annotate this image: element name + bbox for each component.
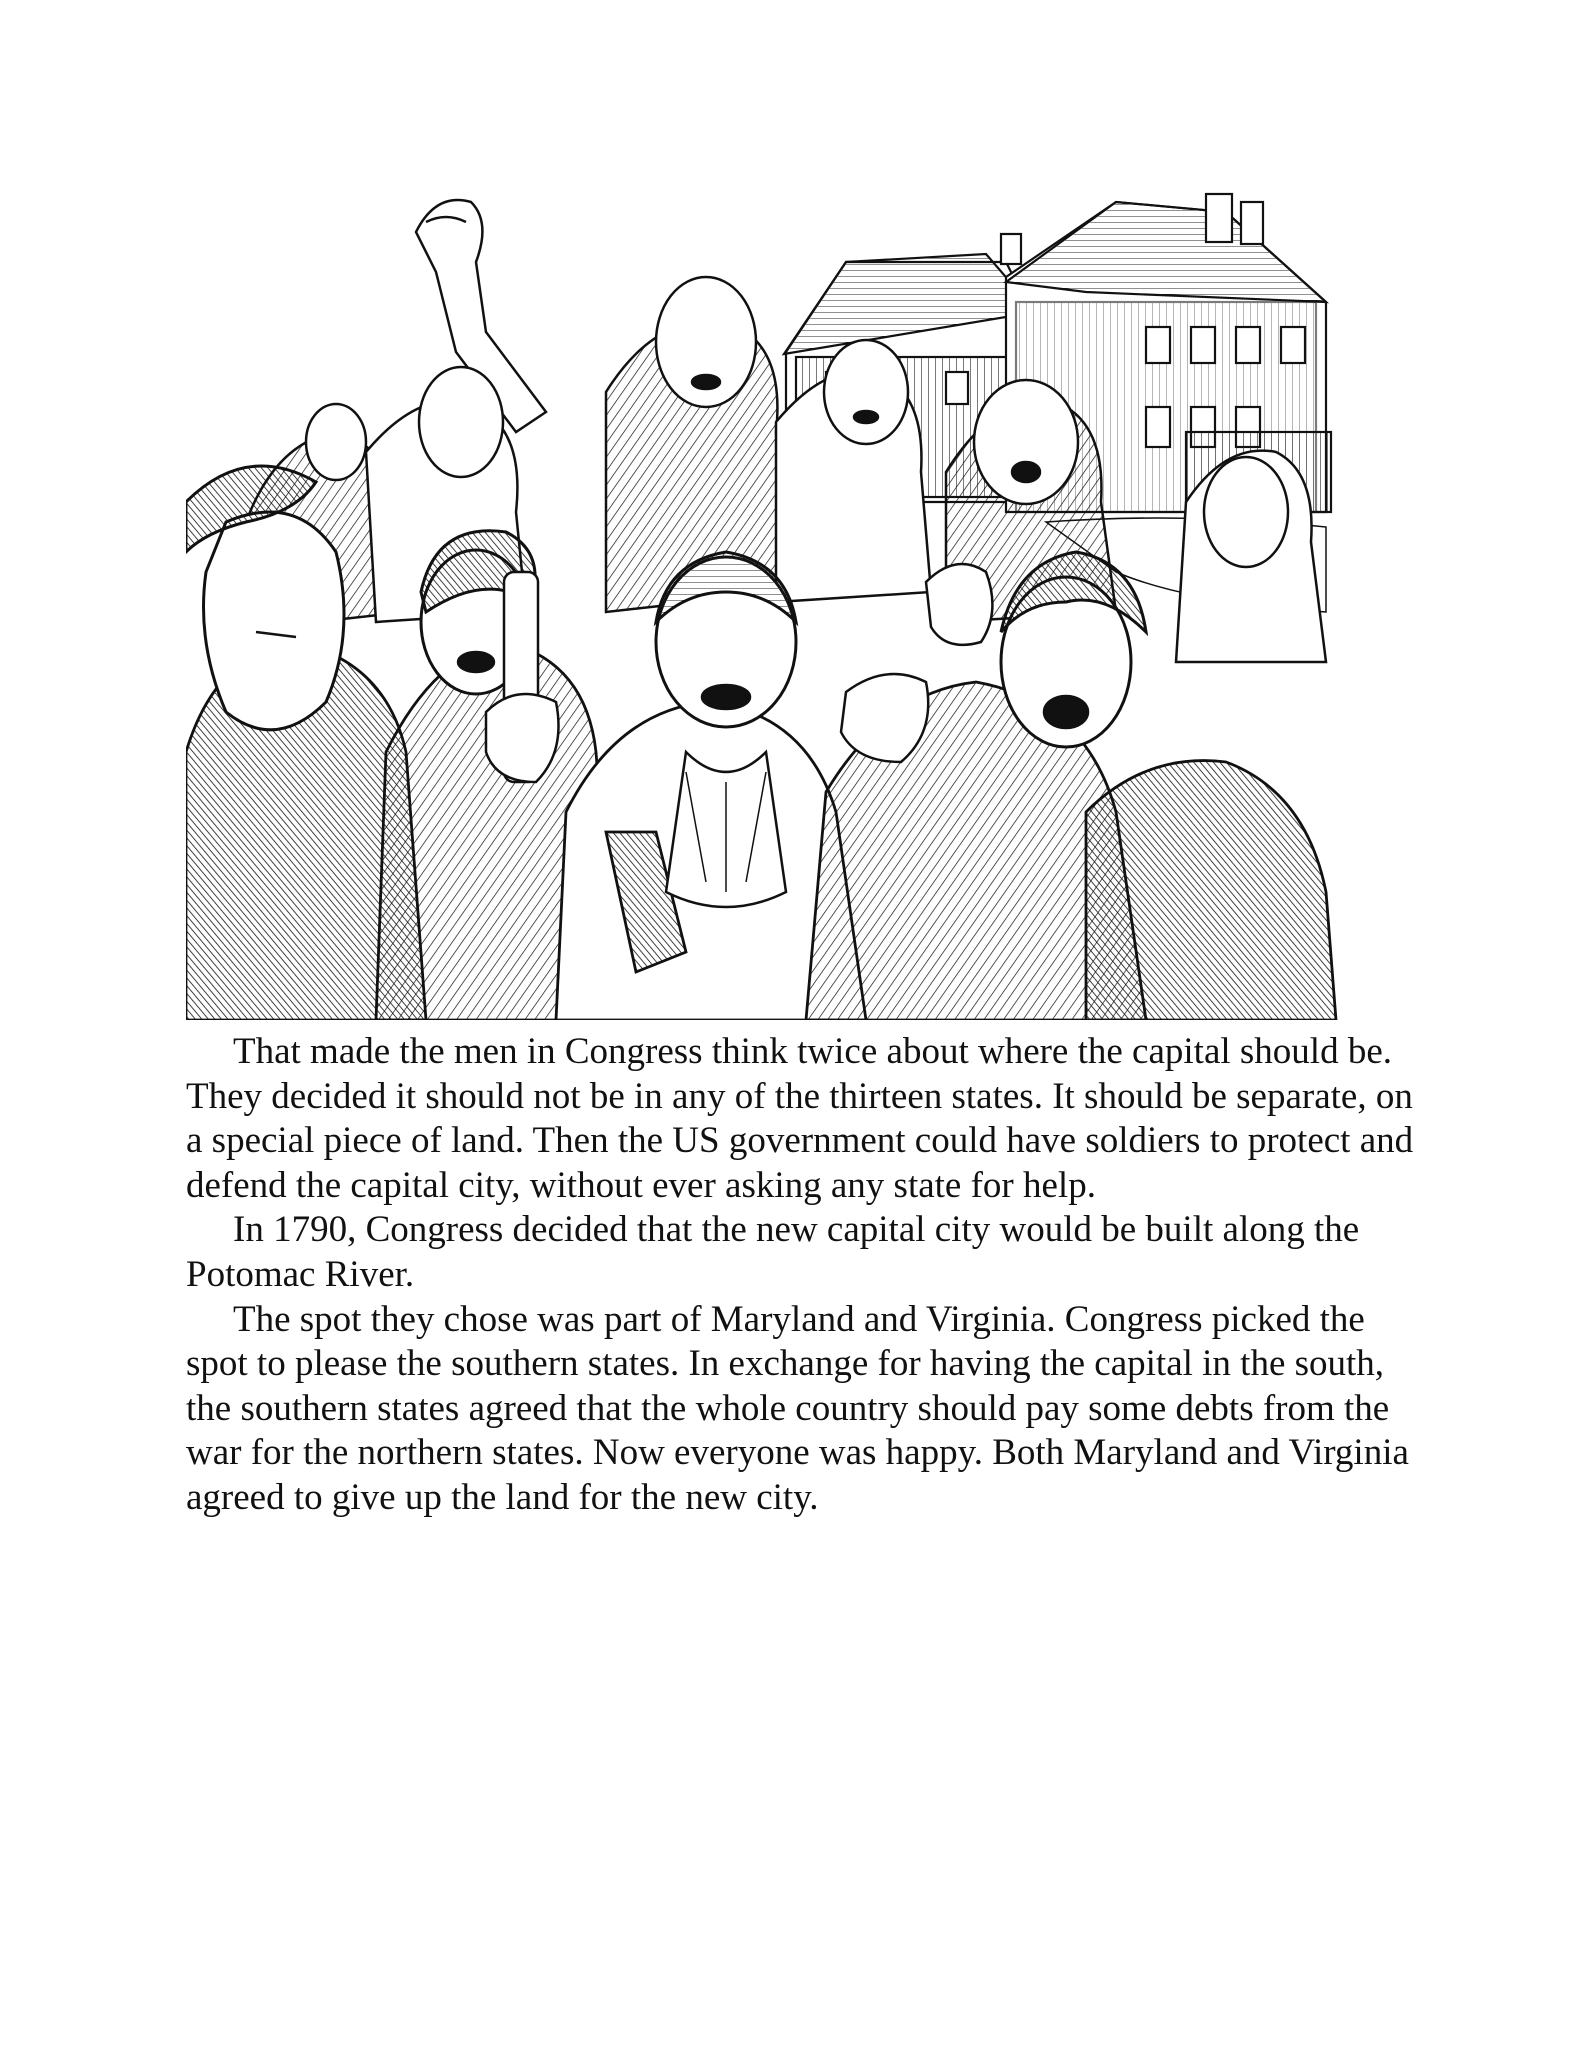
paragraph-1: That made the men in Congress think twice about where the capital should be. They decided it should not be in any of the thirteen states. It should be separate, on a special piece of land. Then the US government could have soldiers to protect and defend the capital city, without ever asking any state for help. — [186, 1031, 1414, 1206]
crowd-illustration-drawing — [186, 192, 1388, 1020]
paragraph-3: The spot they chose was part of Maryland and Virginia. Congress picked the spot to please the southern states. In exchange for having the capital in the south, the southern states agreed that the whole country should pay some debts from the war for the northern states. Now everyone was happy. Both Maryland and Virginia agreed to give up the land for the new city. — [186, 1298, 1409, 1518]
crowd-illustration — [186, 192, 1388, 1020]
paragraph-2: In 1790, Congress decided that the new capital city would be built along the Potomac River. — [186, 1209, 1360, 1295]
text-body — [186, 1030, 1416, 1521]
